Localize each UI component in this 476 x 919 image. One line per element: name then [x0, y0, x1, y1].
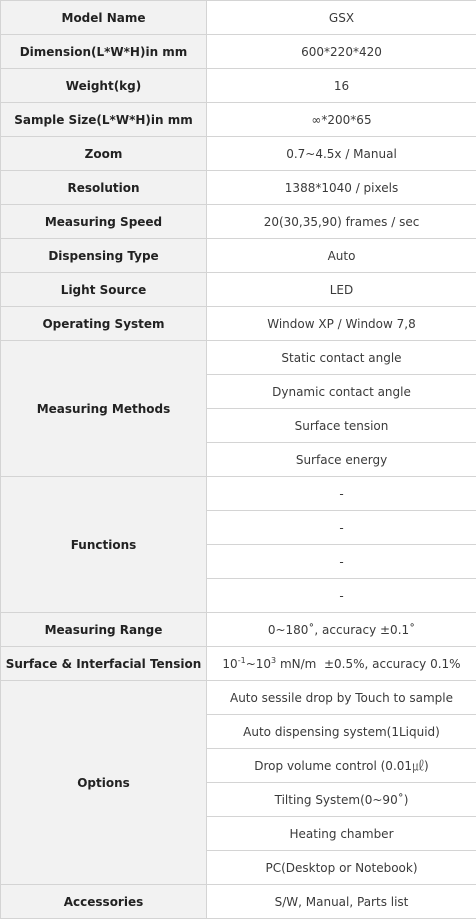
row-value-model-name: GSX	[207, 1, 476, 35]
table-row	[1, 205, 476, 239]
row-label-light-source: Light Source	[1, 273, 207, 307]
table-row	[1, 103, 476, 137]
row-label-measuring-speed: Measuring Speed	[1, 205, 207, 239]
option-item: Auto dispensing system(1Liquid)	[207, 715, 476, 749]
row-value-dimension: 600*220*420	[207, 35, 476, 69]
row-label-measuring-methods: Measuring Methods	[1, 341, 207, 477]
row-value-dispensing-type: Auto	[207, 239, 476, 273]
row-label-resolution: Resolution	[1, 171, 207, 205]
function-item: -	[207, 579, 476, 613]
tension-base-1: 10	[222, 657, 237, 671]
row-value-resolution: 1388*1040 / pixels	[207, 171, 476, 205]
table-row	[1, 681, 476, 715]
function-item: -	[207, 477, 476, 511]
row-label-functions: Functions	[1, 477, 207, 613]
table-row	[1, 137, 476, 171]
table-row	[1, 341, 476, 375]
row-value-light-source: LED	[207, 273, 476, 307]
measuring-method-item: Surface tension	[207, 409, 476, 443]
table-row	[1, 477, 476, 511]
row-label-dimension: Dimension(L*W*H)in mm	[1, 35, 207, 69]
option-item: Heating chamber	[207, 817, 476, 851]
row-value-weight: 16	[207, 69, 476, 103]
table-row	[1, 1, 476, 35]
row-label-operating-system: Operating System	[1, 307, 207, 341]
table-row	[1, 273, 476, 307]
table-row	[1, 239, 476, 273]
row-label-accessories: Accessories	[1, 885, 207, 919]
table-row	[1, 885, 476, 919]
function-item: -	[207, 511, 476, 545]
tension-accuracy: mN/m ±0.5%, accuracy 0.1%	[276, 657, 460, 671]
row-label-model-name: Model Name	[1, 1, 207, 35]
measuring-method-item: Static contact angle	[207, 341, 476, 375]
table-row	[1, 307, 476, 341]
option-item: Drop volume control (0.01㎕)	[207, 749, 476, 783]
option-item: PC(Desktop or Notebook)	[207, 851, 476, 885]
option-item: Auto sessile drop by Touch to sample	[207, 681, 476, 715]
row-label-zoom: Zoom	[1, 137, 207, 171]
table-row	[1, 171, 476, 205]
row-label-weight: Weight(kg)	[1, 69, 207, 103]
row-value-operating-system: Window XP / Window 7,8	[207, 307, 476, 341]
table-row	[1, 647, 476, 681]
row-value-surface-tension	[207, 647, 476, 681]
row-label-measuring-range: Measuring Range	[1, 613, 207, 647]
tension-exponent-1: -1	[238, 656, 246, 665]
measuring-method-item: Dynamic contact angle	[207, 375, 476, 409]
row-value-sample-size: ∞*200*65	[207, 103, 476, 137]
row-label-surface-tension: Surface & Interfacial Tension	[1, 647, 207, 681]
row-label-sample-size: Sample Size(L*W*H)in mm	[1, 103, 207, 137]
row-value-zoom: 0.7~4.5x / Manual	[207, 137, 476, 171]
table-row	[1, 613, 476, 647]
tension-exponent-2: 3	[271, 656, 276, 665]
row-value-measuring-range: 0~180˚, accuracy ±0.1˚	[207, 613, 476, 647]
row-value-measuring-speed: 20(30,35,90) frames / sec	[207, 205, 476, 239]
function-item: -	[207, 545, 476, 579]
table-row	[1, 35, 476, 69]
row-label-dispensing-type: Dispensing Type	[1, 239, 207, 273]
tension-separator: ~	[246, 657, 256, 671]
row-value-accessories: S/W, Manual, Parts list	[207, 885, 476, 919]
table-row	[1, 69, 476, 103]
measuring-method-item: Surface energy	[207, 443, 476, 477]
row-label-options: Options	[1, 681, 207, 885]
tension-base-2: 10	[256, 657, 271, 671]
option-item: Tilting System(0~90˚)	[207, 783, 476, 817]
